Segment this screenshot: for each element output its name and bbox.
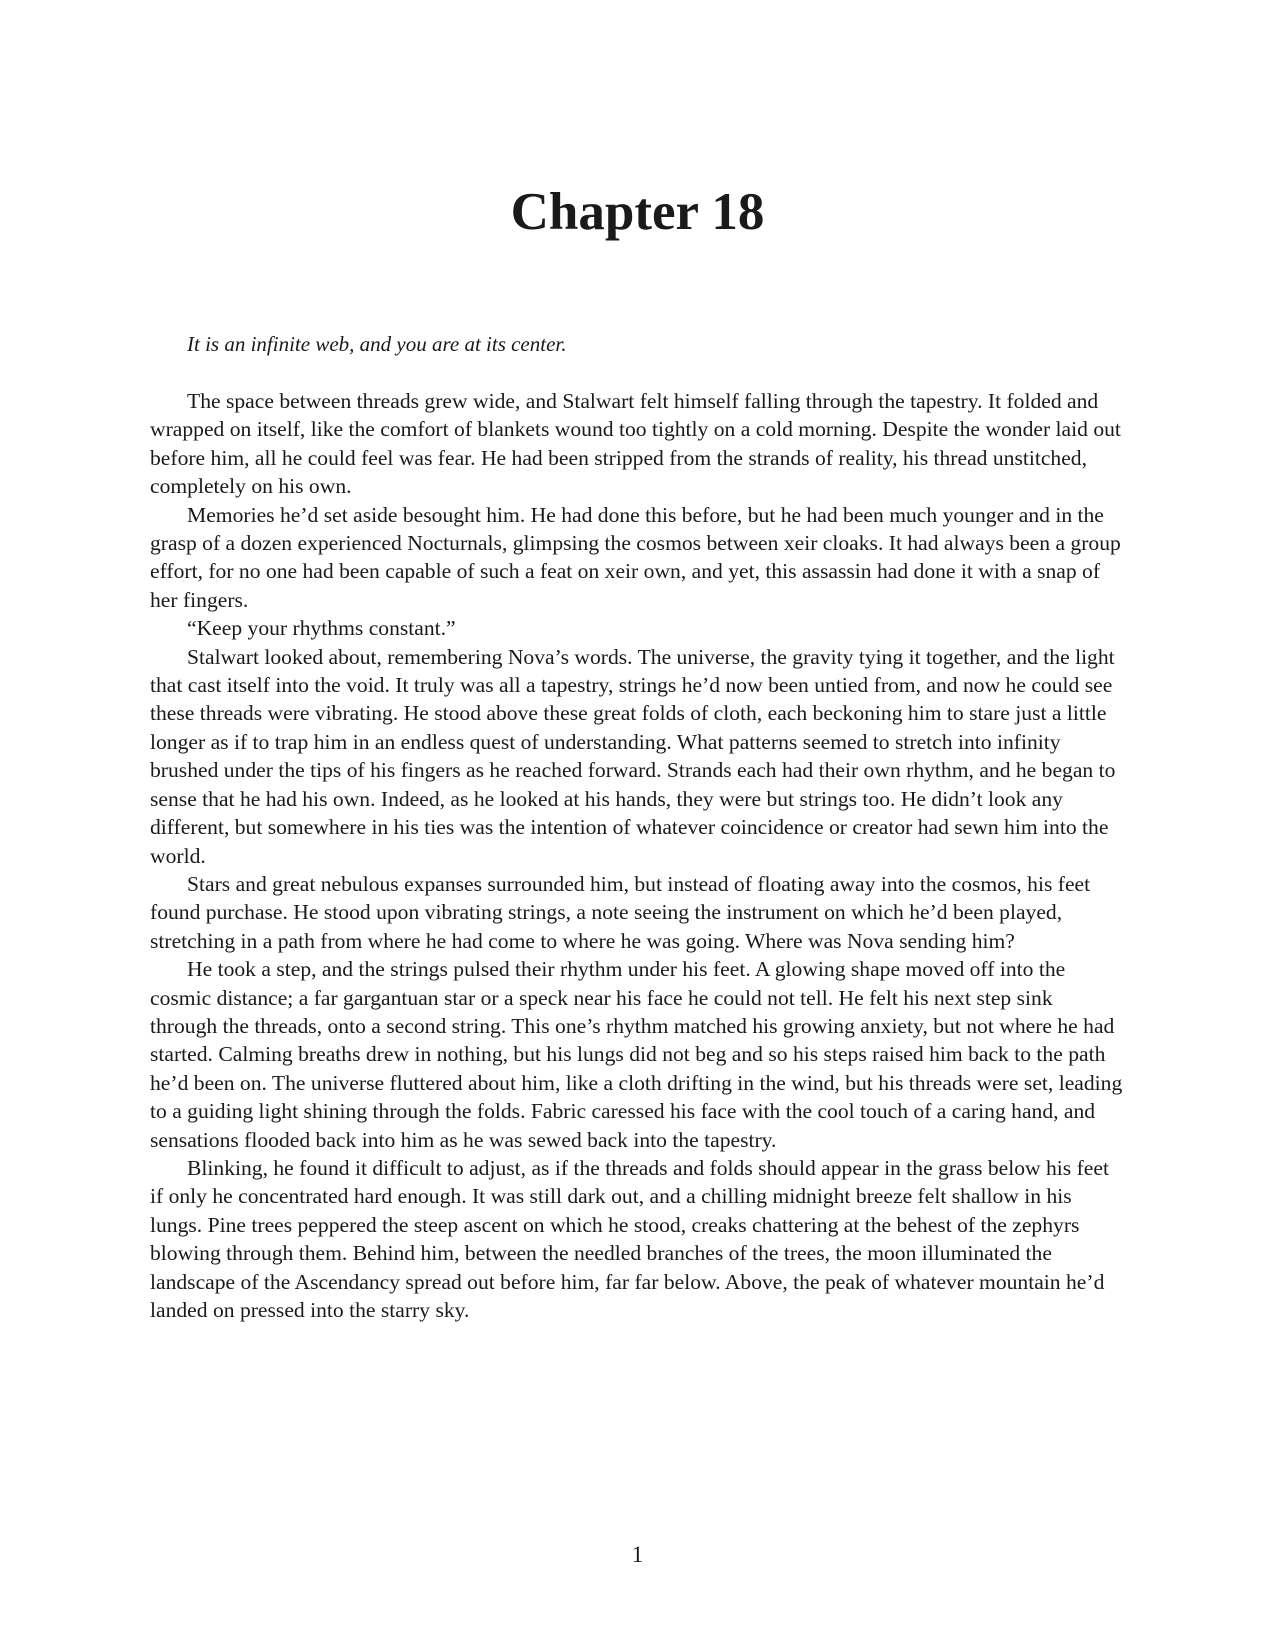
page-number: 1 [631,1542,644,1567]
paragraph: Stalwart looked about, remembering Nova’s words. The universe, the gravity tying it together, and the light that cast itself into the void. It truly was all a tapestry, strings he’d now been untied from, and now he could see these threads were vibrating. He stood above these great folds of cloth, each beckoning him to stare just a little longer as if to trap him in an endless quest of understanding. What patterns seemed to stretch into infinity brushed under the tips of his fingers as he reached forward. Strands each had their own rhythm, and he began to sense that he had his own. Indeed, as he looked at his hands, they were but strings too. He didn’t look any different, but somewhere in his ties was the intention of whatever coincidence or creator had sewn him into the world. [150,644,1116,868]
paragraph: The space between threads grew wide, and Stalwart felt himself falling through the tapestry. It folded and wrapped on itself, like the comfort of blankets wound too tightly on a cold morning. Despite the wonder laid out before him, all he could feel was fear. He had been stripped from the strands of reality, his thread unstitched, completely on his own. [150,389,1121,499]
chapter-body [150,387,1125,1324]
paragraph: “Keep your rhythms constant.” [187,616,456,641]
paragraph: Blinking, he found it difficult to adjust, as if the threads and folds should appear in the grass below his feet if only he concentrated hard enough. It was still dark out, and a chilling midnight breeze felt shallow in his lungs. Pine trees peppered the steep ascent on which he stood, creaks chattering at the behest of the zephyrs blowing through them. Behind him, between the needled branches of the trees, the moon illuminated the landscape of the Ascendancy spread out before him, far far below. Above, the peak of whatever mountain he’d landed on pressed into the starry sky. [150,1155,1109,1322]
paragraph: Stars and great nebulous expanses surrounded him, but instead of floating away into the cosmos, his feet found purchase. He stood upon vibrating strings, a note seeing the instrument on which he’d been played, stretching in a path from where he had come to where he was going. Where was Nova sending him? [150,871,1091,953]
chapter-title: Chapter 18 [510,183,765,241]
paragraph: Memories he’d set aside besought him. He had done this before, but he had been much younger and in the grasp of a dozen experienced Nocturnals, glimpsing the cosmos between xeir cloaks. It had always been a group effort, for no one had been capable of such a feat on xeir own, and yet, this assassin had done it with a snap of her fingers. [150,502,1121,612]
paragraph: He took a step, and the strings pulsed their rhythm under his feet. A glowing shape moved off into the cosmic distance; a far gargantuan star or a speck near his face he could not tell. He felt his next step sink through the threads, onto a second string. This one’s rhythm matched his growing anxiety, but not where he had started. Calming breaths drew in nothing, but his lungs did not beg and so his steps raised him back to the path he’d been on. The universe fluttered about him, like a cloth drifting in the wind, but his threads were set, leading to a guiding light shining through the folds. Fabric caressed his face with the cool touch of a caring hand, and sensations flooded back into him as he was sewed back into the tapestry. [150,957,1123,1152]
chapter-epigraph: It is an infinite web, and you are at its center. [187,332,567,356]
